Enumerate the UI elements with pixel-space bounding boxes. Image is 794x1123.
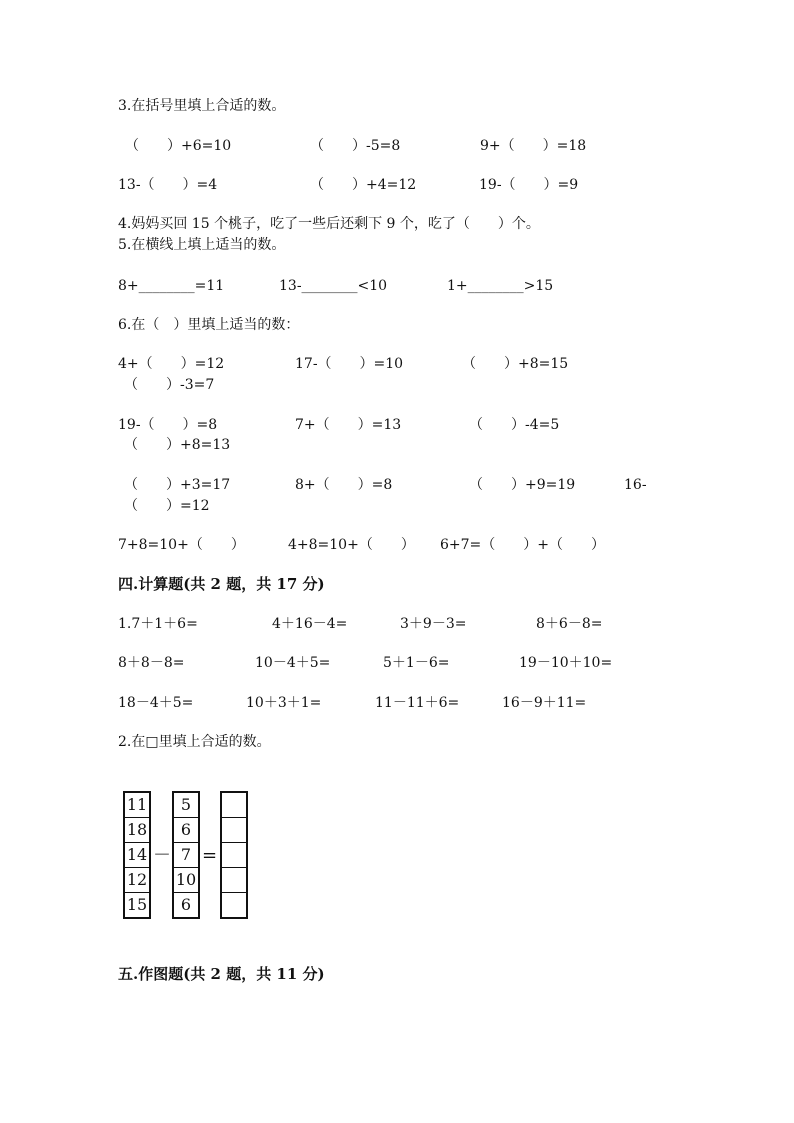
calc-item: 1.7＋1＋6= bbox=[118, 616, 198, 632]
q6-item: （ ）=12 bbox=[124, 498, 210, 514]
q5-title: 5.在横线上填上适当的数。 bbox=[118, 237, 286, 253]
q6-item: 4+8=10+（ ） bbox=[288, 537, 415, 553]
answer-cell[interactable] bbox=[221, 792, 247, 818]
q6-item: 17-（ ）=10 bbox=[295, 356, 404, 372]
answer-cell[interactable] bbox=[221, 818, 247, 843]
q6-item: （ ）+3=17 bbox=[124, 477, 231, 493]
q6-item: （ ）+8=15 bbox=[462, 356, 569, 372]
q6-item: 7+8=10+（ ） bbox=[118, 537, 245, 553]
q4-text: 4.妈妈买回 15 个桃子，吃了一些后还剩下 9 个，吃了（ ）个。 bbox=[118, 216, 540, 232]
minuend-cell: 11 bbox=[124, 792, 150, 818]
q6-item: 6+7=（ ）+（ ） bbox=[440, 537, 606, 553]
minuend-cell: 15 bbox=[124, 893, 150, 919]
q6-item: 4+（ ）=12 bbox=[118, 356, 225, 372]
calc-item: 4＋16－4= bbox=[272, 616, 348, 632]
calc-item: 16－9＋11= bbox=[502, 695, 587, 711]
q5-item: 8+________=11 bbox=[118, 278, 225, 294]
answer-cell[interactable] bbox=[221, 868, 247, 893]
q6-item: 19-（ ）=8 bbox=[118, 417, 218, 433]
q6-title: 6.在（ ）里填上适当的数： bbox=[118, 317, 300, 333]
calc-item: 10＋3＋1= bbox=[246, 695, 322, 711]
calc-item: 3＋9－3= bbox=[400, 616, 467, 632]
answer-cell[interactable] bbox=[221, 893, 247, 919]
q3-item: 13-（ ）=4 bbox=[118, 177, 218, 193]
q6-item: 16- bbox=[624, 477, 647, 493]
answer-cell[interactable] bbox=[221, 843, 247, 868]
subtrahend-cell: 10 bbox=[173, 868, 199, 893]
calc-item: 8＋6－8= bbox=[536, 616, 603, 632]
q6-item: （ ）-3=7 bbox=[124, 377, 215, 393]
q6-item: （ ）-4=5 bbox=[469, 417, 560, 433]
q6-item: 7+（ ）=13 bbox=[295, 417, 402, 433]
q3-item: （ ）-5=8 bbox=[310, 138, 401, 154]
q5-item: 1+________>15 bbox=[447, 278, 554, 294]
q3-item: 9+（ ）=18 bbox=[480, 138, 587, 154]
calc-item: 19－10＋10= bbox=[519, 655, 613, 671]
q3-item: （ ）+4=12 bbox=[310, 177, 417, 193]
minuend-cell: 18 bbox=[124, 818, 150, 843]
q6-item: （ ）+9=19 bbox=[469, 477, 576, 493]
calc-item: 8＋8－8= bbox=[118, 655, 185, 671]
q5-item: 13-________<10 bbox=[279, 278, 388, 294]
q3-title: 3.在括号里填上合适的数。 bbox=[118, 98, 286, 114]
subtrahend-cell: 6 bbox=[173, 818, 199, 843]
calc-item: 5＋1－6= bbox=[383, 655, 450, 671]
q6-item: （ ）+8=13 bbox=[124, 437, 231, 453]
calc-item: 18－4＋5= bbox=[118, 695, 194, 711]
subtrahend-cell: 6 bbox=[173, 893, 199, 919]
q3-item: 19-（ ）=9 bbox=[479, 177, 579, 193]
minuend-cell: 12 bbox=[124, 868, 150, 893]
subtrahend-cell: 5 bbox=[173, 792, 199, 818]
calc-item: 11－11＋6= bbox=[375, 695, 460, 711]
equals-sign: = bbox=[202, 845, 218, 866]
calc-item: 10－4＋5= bbox=[255, 655, 331, 671]
section-4-heading: 四.计算题(共 2 题，共 17 分) bbox=[118, 575, 325, 593]
section-5-heading: 五.作图题(共 2 题，共 11 分) bbox=[118, 965, 325, 983]
answer-column bbox=[220, 791, 248, 919]
minus-sign: － bbox=[153, 845, 171, 866]
q3-item: （ ）+6=10 bbox=[125, 138, 232, 154]
q6-item: 8+（ ）=8 bbox=[295, 477, 393, 493]
minuend-column bbox=[123, 791, 151, 919]
q2-title: 2.在□里填上合适的数。 bbox=[118, 734, 271, 750]
minuend-cell: 14 bbox=[124, 843, 150, 868]
subtrahend-column bbox=[172, 791, 200, 919]
subtrahend-cell: 7 bbox=[173, 843, 199, 868]
